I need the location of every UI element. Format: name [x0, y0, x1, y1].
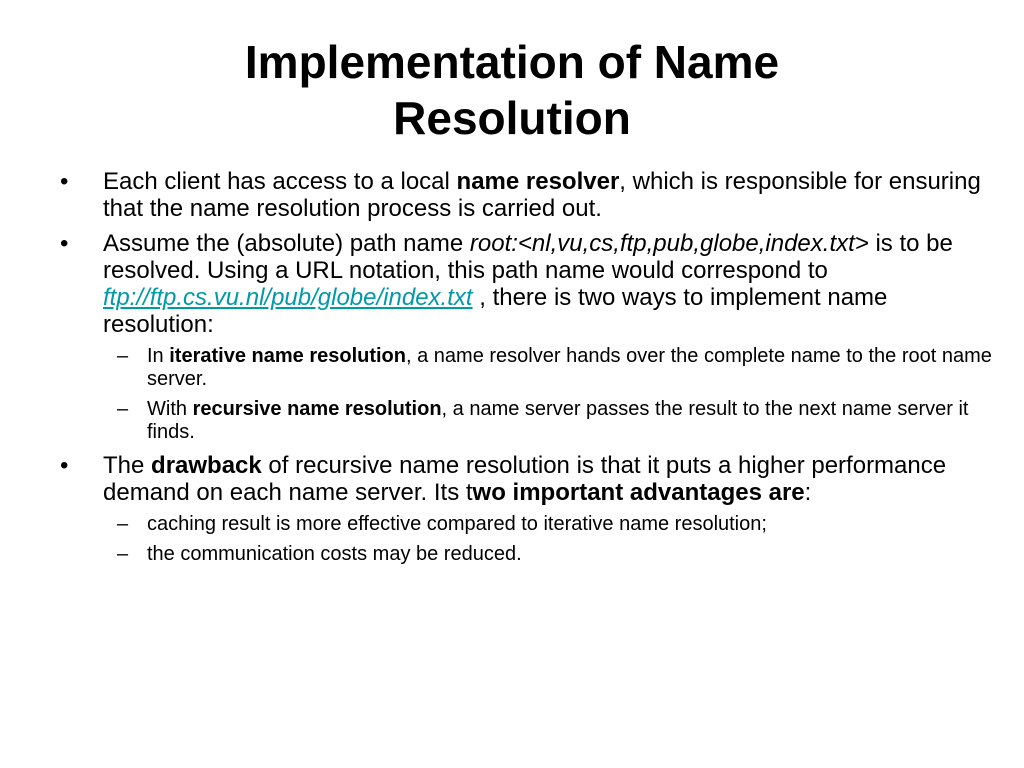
bullet-item-1 [60, 168, 994, 222]
dash-icon: – [117, 543, 129, 565]
bullet-icon: • [60, 452, 69, 479]
sub-item-iterative [103, 345, 994, 391]
bold-term: name resolver [456, 168, 620, 195]
sub-item-recursive [103, 398, 994, 444]
sub-list [103, 513, 994, 566]
bullet-icon: • [60, 168, 69, 195]
title-line-1: Implementation of Name [244, 36, 780, 88]
bullet-list [60, 168, 994, 574]
bullet-text: The [103, 452, 152, 479]
bullet-item-2 [60, 230, 994, 444]
bullet-text: of recursive name resolution is that it puts a higher performance demand on each name server. Its t [103, 452, 947, 506]
dash-icon: – [117, 513, 129, 535]
sub-text: In [147, 345, 170, 367]
sub-text: caching result is more effective compared to iterative name resolution; [147, 513, 767, 535]
bold-term: drawback [151, 452, 262, 479]
sub-list [103, 345, 994, 444]
title-line-2: Resolution [393, 92, 631, 144]
sub-item-communication [103, 543, 994, 566]
ftp-url-link[interactable]: ftp://ftp.cs.vu.nl/pub/globe/index.txt [103, 284, 473, 311]
sub-text: the communication costs may be reduced. [147, 543, 522, 565]
slide-title [60, 34, 964, 146]
bullet-text: , which is responsible for ensuring that the name resolution process is carried out. [103, 168, 981, 222]
bullet-text: : [804, 479, 812, 506]
sub-item-caching [103, 513, 994, 536]
bold-term: iterative name resolution [169, 345, 406, 367]
bold-term: wo important advantages are [472, 479, 805, 506]
bullet-text: is to be resolved. Using a URL notation, this path name would correspond to [103, 230, 953, 284]
dash-icon: – [117, 398, 129, 420]
bullet-text: Each client has access to a local [103, 168, 457, 195]
sub-text: With [147, 398, 193, 420]
sub-text: , a name resolver hands over the complete name to the root name server. [147, 345, 992, 390]
bullet-text: Assume the (absolute) path name [103, 230, 470, 257]
sub-text: , a name server passes the result to the next name server it finds. [147, 398, 969, 443]
bullet-item-3 [60, 452, 994, 566]
bold-term: recursive name resolution [192, 398, 442, 420]
path-name: root:<nl,vu,cs,ftp,pub,globe,index.txt> [469, 230, 869, 257]
bullet-text: , there is two ways to implement name resolution: [103, 284, 888, 338]
bullet-icon: • [60, 230, 69, 257]
dash-icon: – [117, 345, 129, 367]
